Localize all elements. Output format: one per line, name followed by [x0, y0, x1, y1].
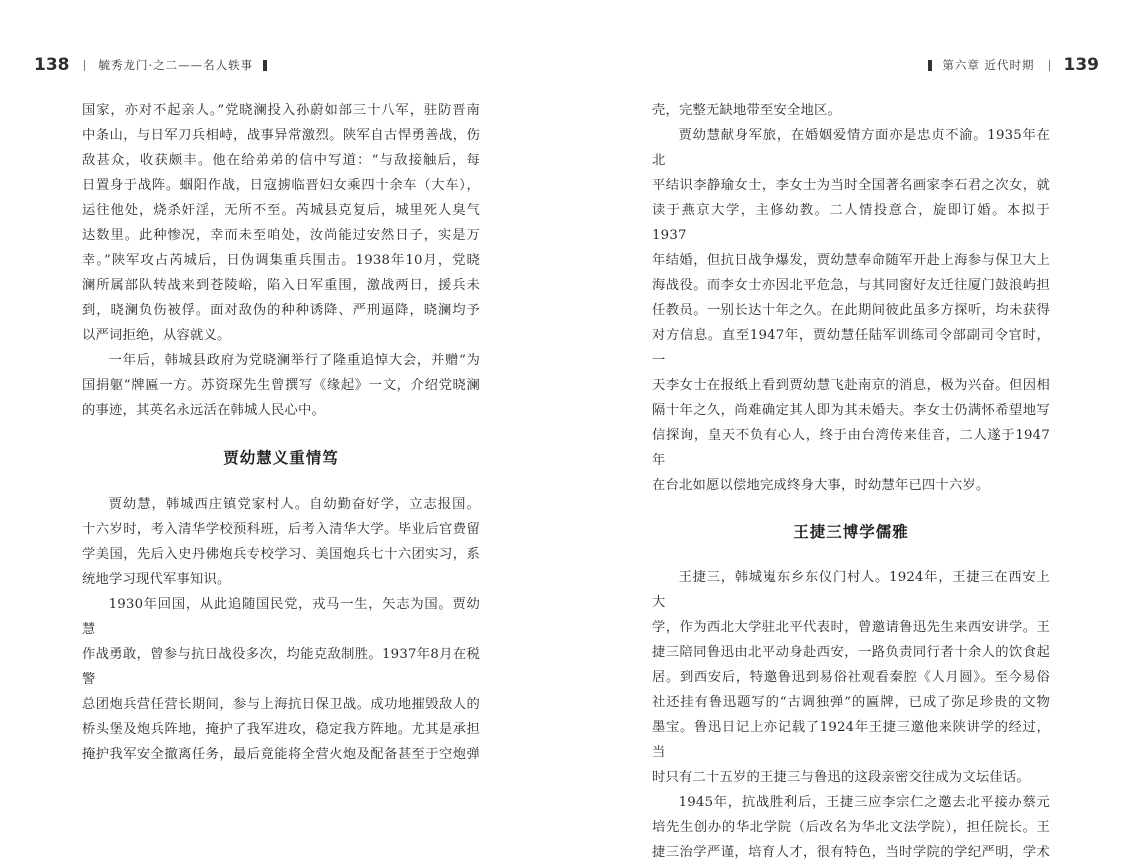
text-line: 培先生创办的华北学院（后改名为华北文法学院），担任院长。王	[652, 820, 1050, 835]
paragraph	[82, 592, 480, 767]
text-line: 达数里。此种惨况，幸而未至咱处，汝尚能过安然日子，实是万	[82, 228, 480, 243]
text-line: 统地学习现代军事知识。	[82, 572, 231, 587]
right-page-header	[918, 53, 1099, 77]
text-line: 信探询，皇天不负有心人，终于由台湾传来佳音，二人遂于1947年	[652, 428, 1050, 468]
right-page-body	[652, 98, 1050, 865]
text-line: 的事迹，其英名永远活在韩城人民心中。	[82, 403, 325, 418]
paragraph	[652, 123, 1050, 498]
paragraph	[652, 565, 1050, 790]
text-line: 学，作为西北大学驻北平代表时，曾邀请鲁迅先生来西安讲学。王	[652, 620, 1050, 635]
text-line: 在台北如愿以偿地完成终身大事，时幼慧年已四十六岁。	[652, 478, 990, 493]
text-line: 到，晓澜负伤被俘。面对敌伪的种种诱降、严刑逼降，晓澜均予	[82, 303, 480, 318]
left-page-body	[82, 98, 480, 767]
text-line: 学美国，先后入史丹佛炮兵专校学习、美国炮兵七十六团实习，系	[82, 547, 480, 562]
text-line: 贾幼慧，韩城西庄镇党家村人。自幼勤奋好学，立志报国。	[108, 497, 480, 512]
text-line: 中条山，与日军刀兵相峙，战事异常激烈。陕军自古悍勇善战，伤	[82, 128, 480, 143]
left-page-header	[34, 53, 277, 77]
text-line: 对方信息。直至1947年，贾幼慧任陆军训练司令部副司令官时，一	[652, 328, 1050, 368]
paragraph	[82, 348, 480, 423]
left-page-number: 138	[34, 55, 70, 75]
right-page-number: 139	[1063, 55, 1099, 75]
text-line: 敌甚众，收获颇丰。他在给弟弟的信中写道：“与敌接触后，每	[82, 153, 480, 168]
text-line: 王捷三，韩城嵬东乡东仪门村人。1924年，王捷三在西安上大	[652, 570, 1050, 610]
paragraph	[652, 98, 1050, 123]
text-line: 掩护我军安全撤离任务，最后竟能将全营火炮及配备甚至于空炮弹	[82, 747, 480, 762]
paragraph	[82, 98, 480, 348]
text-line: 总团炮兵营任营长期间，参与上海抗日保卫战。成功地摧毁敌人的	[82, 697, 480, 712]
text-line: 壳，完整无缺地带至安全地区。	[652, 103, 841, 118]
right-running-title: 第六章 近代时期	[942, 58, 1035, 72]
section-heading: 贾幼慧义重情笃	[223, 448, 339, 467]
text-line: 隔十年之久，尚难确定其人即为其未婚夫。李女士仍满怀希望地写	[652, 403, 1050, 418]
header-separator	[1049, 60, 1050, 71]
text-line: 任教员。一别长达十年之久。在此期间彼此虽多方探听，均未获得	[652, 303, 1050, 318]
text-line: 居。到西安后，特邀鲁迅到易俗社观看秦腔《人月圆》。至今易俗	[652, 670, 1050, 685]
text-line: 国家，亦对不起亲人。”党晓澜投入孙蔚如部三十八军，驻防晋南	[82, 103, 480, 118]
text-line: 1930年回国，从此追随国民党，戎马一生，矢志为国。贾幼慧	[82, 597, 480, 637]
text-line: 海战役。而李女士亦因北平危急，与其同窗好友迁往厦门鼓浪屿担	[652, 278, 1050, 293]
paragraph	[652, 790, 1050, 865]
left-running-title: 毓秀龙门·之二——名人轶事	[98, 58, 254, 72]
text-line: 国捐躯”牌匾一方。苏资琛先生曾撰写《缘起》一文，介绍党晓澜	[82, 378, 480, 393]
text-line: 幸。”陕军攻占芮城后，日伪调集重兵围击。1938年10月，党晓	[82, 253, 480, 268]
text-line: 读于燕京大学，主修幼教。二人情投意合，旋即订婚。本拟于1937	[652, 203, 1050, 243]
text-line: 墨宝。鲁迅日记上亦记载了1924年王捷三邀他来陕讲学的经过，当	[652, 720, 1050, 760]
text-line: 捷三治学严谨，培育人才，很有特色，当时学院的学纪严明，学术	[652, 845, 1050, 860]
paragraph	[82, 492, 480, 592]
text-line: 日置身于战阵。蝈阳作战，日寇掳临晋妇女乘四十余车（大车），	[82, 178, 480, 193]
header-block-mark	[928, 60, 932, 71]
text-line: 运往他处，烧杀奸淫，无所不至。芮城县克复后，城里死人臭气	[82, 203, 480, 218]
section-heading: 王捷三博学儒雅	[793, 522, 909, 541]
text-line: 捷三陪同鲁迅由北平动身赴西安，一路负责同行者十余人的饮食起	[652, 645, 1050, 660]
text-line: 以严词拒绝，从容就义。	[82, 328, 231, 343]
text-line: 1945年，抗战胜利后，王捷三应李宗仁之邀去北平接办蔡元	[678, 795, 1050, 810]
text-line: 桥头堡及炮兵阵地，掩护了我军进攻，稳定我方阵地。尤其是承担	[82, 722, 480, 737]
text-line: 贾幼慧献身军旅，在婚姻爱情方面亦是忠贞不渝。1935年在北	[652, 128, 1050, 168]
text-line: 平结识李静瑜女士，李女士为当时全国著名画家李石君之次女，就	[652, 178, 1050, 193]
text-line: 时只有二十五岁的王捷三与鲁迅的这段亲密交往成为文坛佳话。	[652, 770, 1030, 785]
text-line: 社还挂有鲁迅题写的“古调独弹”的匾牌，已成了弥足珍贵的文物	[652, 695, 1050, 710]
text-line: 作战勇敢，曾参与抗日战役多次，均能克敌制胜。1937年8月在税警	[82, 647, 480, 687]
header-separator	[84, 60, 85, 71]
text-line: 年结婚，但抗日战争爆发，贾幼慧奉命随军开赴上海参与保卫大上	[652, 253, 1050, 268]
text-line: 天李女士在报纸上看到贾幼慧飞赴南京的消息，极为兴奋。但因相	[652, 378, 1050, 393]
header-block-mark	[263, 60, 267, 71]
text-line: 澜所属部队转战来到苍陵峪，陷入日军重围，激战两日，援兵未	[82, 278, 480, 293]
text-line: 十六岁时，考入清华学校预科班，后考入清华大学。毕业后官费留	[82, 522, 480, 537]
text-line: 一年后，韩城县政府为党晓澜举行了隆重追悼大会，并赠“为	[108, 353, 480, 368]
